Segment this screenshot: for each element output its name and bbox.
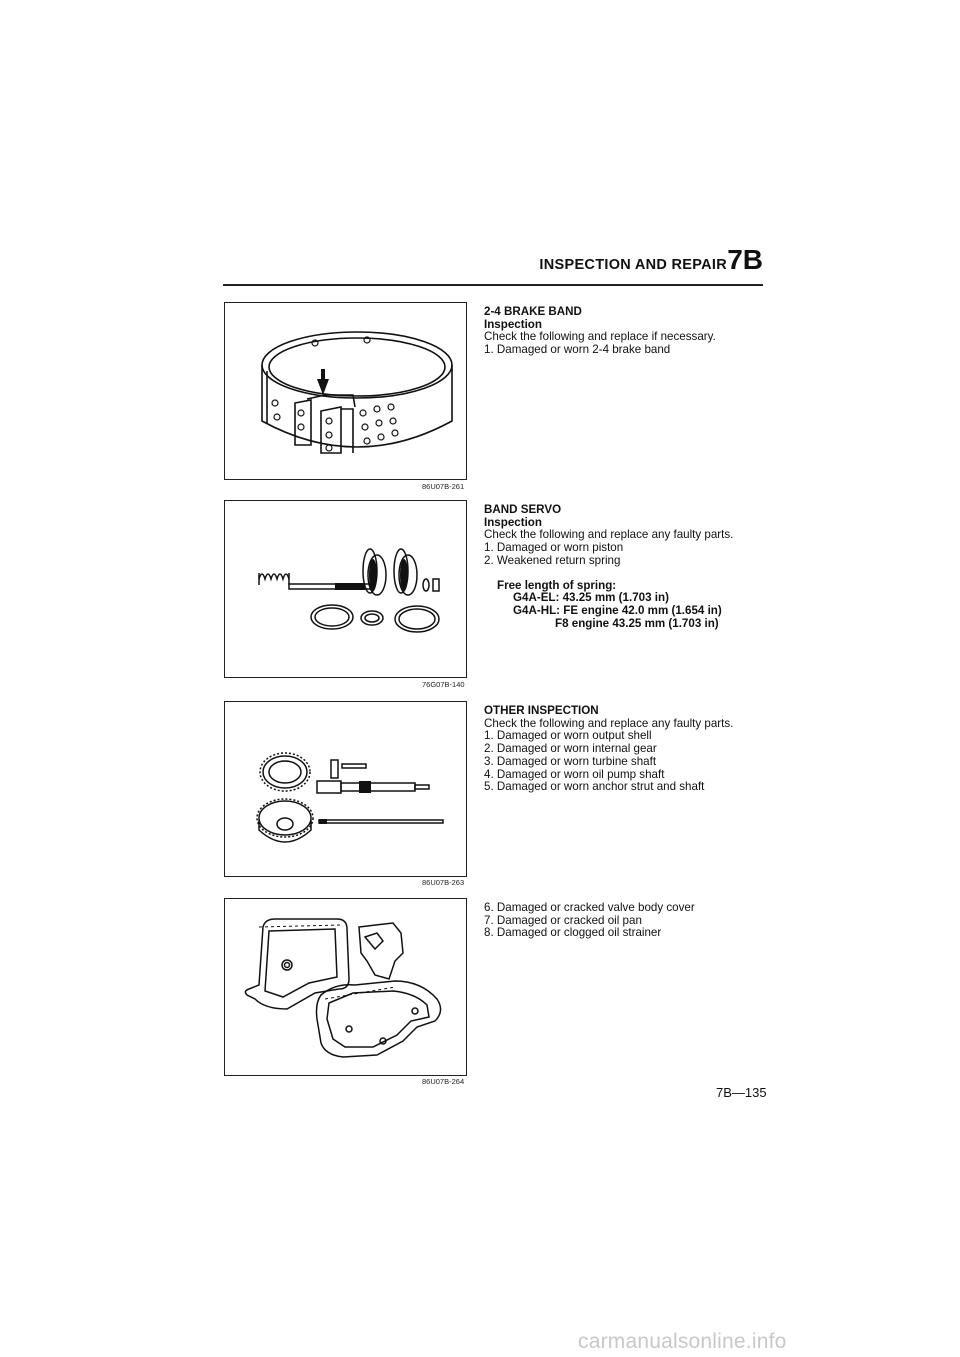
list-item: 4. Damaged or worn oil pump shaft <box>484 767 665 781</box>
figure-oil-pan <box>224 898 467 1076</box>
oil-pan-illustration <box>225 899 466 1075</box>
other-parts-illustration <box>225 702 466 876</box>
section-subheading: Inspection <box>484 317 542 331</box>
header-section-code: 7B <box>727 244 763 275</box>
section-band-servo <box>484 504 784 630</box>
section-subheading: Inspection <box>484 515 542 529</box>
list-item: 2. Damaged or worn internal gear <box>484 742 657 756</box>
list-item: 2. Weakened return spring <box>484 553 621 567</box>
watermark-text: carmanualsonline.info <box>578 1330 787 1353</box>
section-heading: BAND SERVO <box>484 503 562 516</box>
figure-brake-band <box>224 302 467 480</box>
section-brake-band <box>484 306 784 357</box>
list-item: 3. Damaged or worn turbine shaft <box>484 754 657 768</box>
spec-line: G4A-HL: FE engine 42.0 mm (1.654 in) <box>513 603 722 617</box>
band-servo-illustration <box>225 501 466 677</box>
page-number: 7B—135 <box>716 1085 767 1100</box>
section-intro: Check the following and replace any faulty parts. <box>484 528 734 542</box>
figure-other-parts <box>224 701 467 877</box>
brake-band-illustration <box>225 303 466 479</box>
list-item: 1. Damaged or worn piston <box>484 541 624 555</box>
list-item: 7. Damaged or cracked oil pan <box>484 913 642 927</box>
section-heading: 2-4 BRAKE BAND <box>484 305 582 318</box>
figure-caption: 86U07B-261 <box>422 482 465 491</box>
figure-caption: 86U07B-263 <box>422 878 465 887</box>
section-intro: Check the following and replace any faulty parts. <box>484 716 734 730</box>
list-item: 6. Damaged or cracked valve body cover <box>484 901 695 914</box>
figure-caption: 76G07B-140 <box>422 680 465 689</box>
spec-line: F8 engine 43.25 mm (1.703 in) <box>555 616 719 630</box>
figure-band-servo <box>224 500 467 678</box>
section-continued-inspection <box>484 902 784 940</box>
page-header <box>223 244 763 286</box>
figure-caption: 86U07B-264 <box>422 1077 465 1086</box>
section-intro: Check the following and replace if necessary. <box>484 330 716 344</box>
list-item: 1. Damaged or worn 2-4 brake band <box>484 343 671 357</box>
spec-label: Free length of spring: <box>497 578 617 592</box>
section-other-inspection <box>484 705 784 794</box>
section-heading: OTHER INSPECTION <box>484 704 599 717</box>
spec-line: G4A-EL: 43.25 mm (1.703 in) <box>513 591 669 605</box>
spring-spec <box>484 580 784 631</box>
list-item: 8. Damaged or clogged oil strainer <box>484 926 662 940</box>
list-item: 1. Damaged or worn output shell <box>484 729 652 743</box>
header-title: INSPECTION AND REPAIR <box>539 257 727 273</box>
list-item: 5. Damaged or worn anchor strut and shaft <box>484 780 705 794</box>
